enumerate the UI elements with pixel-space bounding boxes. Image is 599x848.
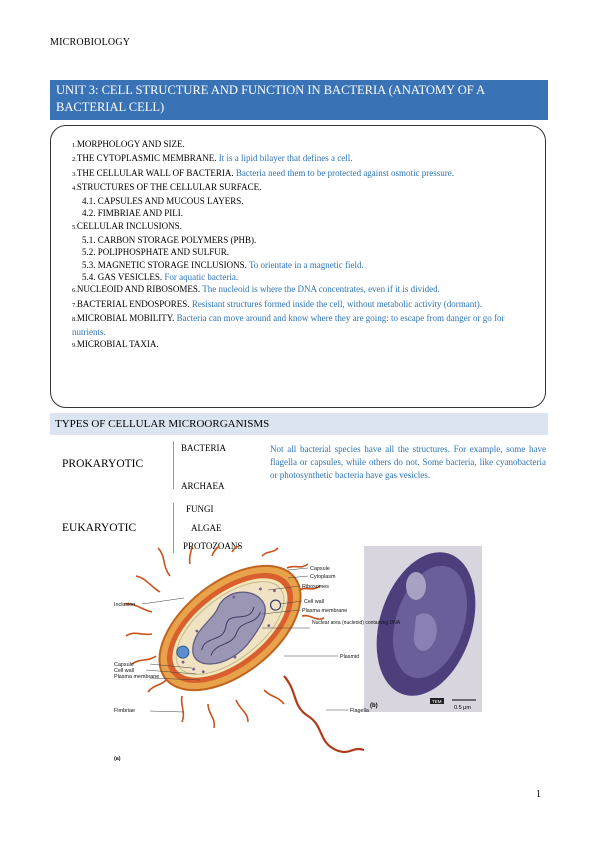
panel-b-label: (b) bbox=[370, 703, 378, 709]
eukaryotic-label: EUKARYOTIC bbox=[62, 522, 137, 534]
toc-text: 5.3. MAGNETIC STORAGE INCLUSIONS. bbox=[82, 259, 247, 270]
toc-text: THE CYTOPLASMIC MEMBRANE. bbox=[76, 153, 217, 164]
label-capsule-right: Capsule bbox=[310, 566, 330, 572]
toc-text: 4.2. FIMBRIAE AND PILI. bbox=[82, 208, 184, 219]
toc-note: To orientate in a magnetic field. bbox=[248, 259, 364, 270]
toc-item bbox=[72, 338, 540, 352]
toc-item bbox=[72, 298, 540, 312]
eukaryote-fungi: FUNGI bbox=[186, 504, 214, 514]
toc-text: STRUCTURES OF THE CELLULAR SURFACE. bbox=[76, 181, 262, 192]
toc-item bbox=[72, 195, 540, 207]
label-plasmid: Plasmid bbox=[340, 654, 360, 660]
label-fimbriae: Fimbriae bbox=[114, 708, 135, 714]
prokaryotic-divider bbox=[173, 441, 174, 489]
label-capsule-left: Capsule bbox=[114, 662, 134, 668]
table-of-contents bbox=[72, 138, 540, 353]
eukaryote-protozoans: PROTOZOANS bbox=[183, 541, 243, 551]
toc-item bbox=[72, 283, 540, 297]
eukaryote-algae: ALGAE bbox=[191, 523, 222, 533]
toc-text: CELLULAR INCLUSIONS. bbox=[76, 220, 182, 231]
prokaryote-archaea: ARCHAEA bbox=[181, 481, 225, 491]
toc-number: 6. bbox=[72, 287, 77, 295]
toc-note: Bacteria need them to be protected against osmotic pressure. bbox=[235, 167, 455, 178]
unit-title: UNIT 3: CELL STRUCTURE AND FUNCTION IN BACTERIA (ANATOMY OF A BACTERIAL CELL) bbox=[50, 80, 548, 120]
toc-text: THE CELLULAR WALL OF BACTERIA. bbox=[76, 167, 234, 178]
toc-text: 5.1. CARBON STORAGE POLYMERS (PHB). bbox=[82, 235, 257, 246]
toc-item bbox=[72, 207, 540, 219]
bacterial-cell-figure bbox=[112, 546, 484, 768]
tem-micrograph bbox=[359, 546, 484, 712]
prokaryote-bacteria: BACTERIA bbox=[181, 443, 226, 453]
toc-note: It is a lipid bilayer that defines a cell. bbox=[218, 153, 353, 164]
toc-item bbox=[72, 152, 540, 166]
panel-a-label: (a) bbox=[114, 756, 121, 762]
toc-item bbox=[72, 220, 540, 234]
tem-label: TEM bbox=[432, 699, 442, 704]
toc-text: 5.4. GAS VESICLES. bbox=[82, 271, 163, 282]
toc-item bbox=[72, 181, 540, 195]
label-cytoplasm: Cytoplasm bbox=[310, 574, 336, 580]
label-cell-wall-right: Cell wall bbox=[304, 599, 325, 605]
label-flagella: Flagella bbox=[350, 708, 369, 714]
toc-number: 4. bbox=[72, 184, 77, 192]
toc-number: 2. bbox=[72, 156, 77, 164]
toc-text: NUCLEOID AND RIBOSOMES. bbox=[76, 284, 201, 295]
toc-note: Resistant structures formed inside the cell, without metabolic activity (dormant). bbox=[191, 298, 482, 309]
toc-item bbox=[72, 271, 540, 283]
toc-text: BACTERIAL ENDOSPORES. bbox=[76, 298, 190, 309]
prokaryotic-label: PROKARYOTIC bbox=[62, 458, 144, 470]
toc-number: 5. bbox=[72, 223, 77, 231]
toc-number: 1. bbox=[72, 142, 77, 149]
structures-note: Not all bacterial species have all the structures. For example, some have flagella or capsules, while others do not. Some bacteria, like cyanobacteria or photosynthetic bacteria have gas vesicles. bbox=[270, 444, 546, 480]
toc-number: 9. bbox=[72, 342, 77, 350]
label-plasma-right: Plasma membrane bbox=[302, 608, 348, 614]
running-header: MICROBIOLOGY bbox=[50, 37, 131, 48]
label-plasma-left: Plasma membrane bbox=[114, 674, 160, 680]
toc-text: 4.1. CAPSULES AND MUCOUS LAYERS. bbox=[82, 196, 244, 207]
toc-item bbox=[72, 312, 540, 339]
toc-number: 8. bbox=[72, 315, 77, 323]
toc-item bbox=[72, 246, 540, 258]
label-cell-wall-left: Cell wall bbox=[114, 668, 135, 674]
toc-text: MICROBIAL MOBILITY. bbox=[76, 312, 175, 323]
toc-text: 5.2. POLIPHOSPHATE AND SULFUR. bbox=[82, 247, 230, 258]
label-inclusion: Inclusion bbox=[114, 602, 136, 608]
page-number: 1 bbox=[536, 789, 541, 800]
toc-item bbox=[72, 259, 540, 271]
toc-item bbox=[72, 234, 540, 246]
cell-body bbox=[137, 546, 323, 715]
toc-text: MORPHOLOGY AND SIZE. bbox=[76, 139, 185, 149]
toc-note: Bacteria can move around and know where they are going: to escape from danger or go for nutrients. bbox=[72, 312, 505, 338]
toc-item bbox=[72, 138, 540, 152]
toc-note: For aquatic bacteria. bbox=[164, 271, 239, 282]
toc-text: MICROBIAL TAXIA. bbox=[76, 339, 159, 350]
toc-note: The nucleoid is where the DNA concentrates, even if it is divided. bbox=[202, 284, 440, 295]
types-heading: TYPES OF CELLULAR MICROORGANISMS bbox=[50, 413, 548, 435]
toc-item bbox=[72, 167, 540, 181]
label-ribosomes: Ribosomes bbox=[302, 584, 329, 590]
scale-bar-label: 0.5 μm bbox=[454, 705, 471, 711]
toc-number: 7. bbox=[72, 301, 77, 309]
toc-number: 3. bbox=[72, 170, 77, 178]
label-nucleoid: Nuclear area (nucleoid) containing DNA bbox=[312, 620, 401, 626]
